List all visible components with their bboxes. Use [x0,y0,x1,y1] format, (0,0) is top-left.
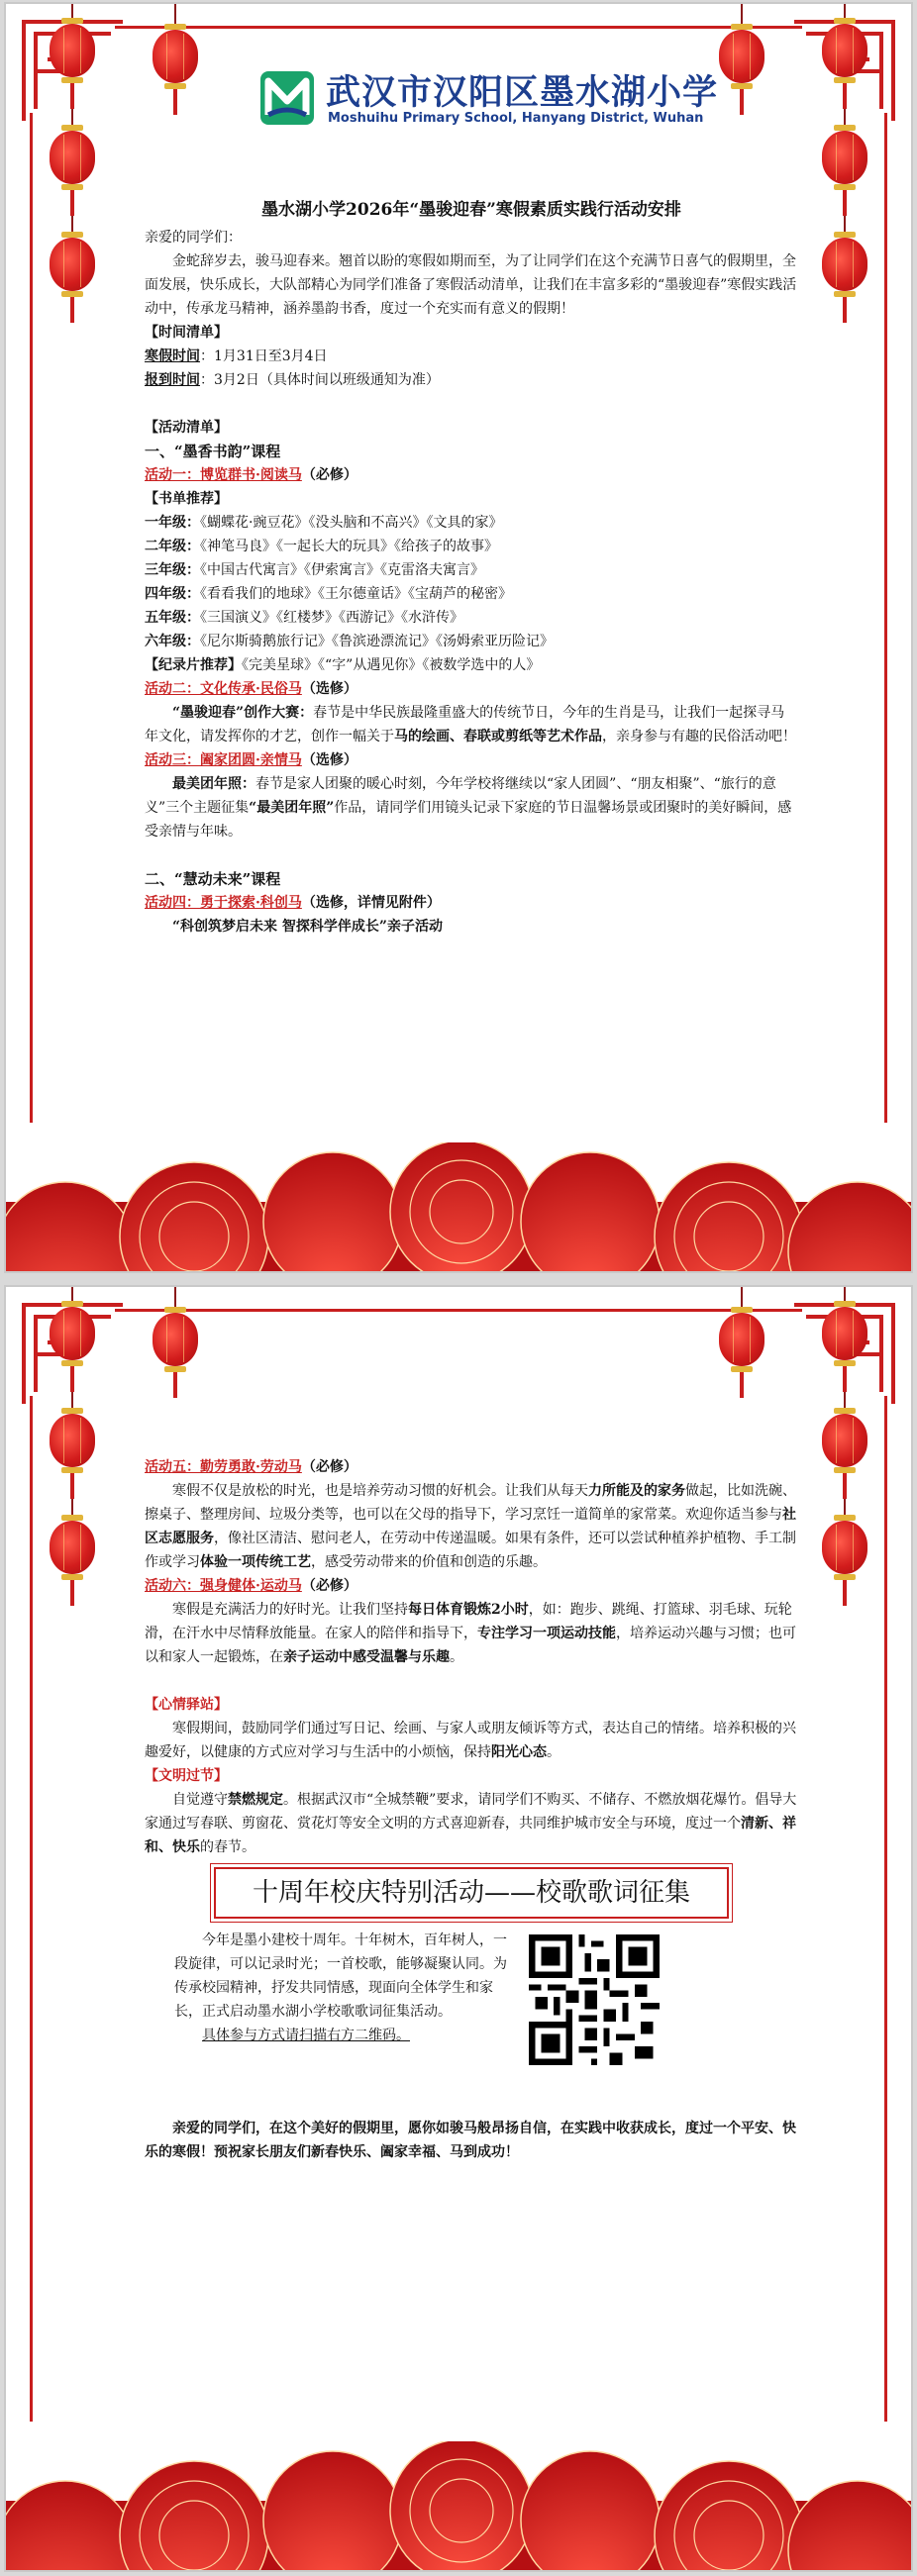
holiday-time: 寒假时间：1月31日至3月4日 [145,348,328,364]
school-name-en: Moshuihu Primary School, Hanyang District, Wuhan [328,111,704,126]
song-link[interactable]: 具体参与方式请扫描右方二维码。 [202,2028,410,2043]
civil-desc: 自觉遵守禁燃规定。根据武汉市“全城禁鞭”要求，请同学们不购买、不储存、不燃放烟花爆竹。倡导大家通过写春联、剪窗花、赏花灯等安全文明的方式喜迎新春，共同维护城市安全与环境，度过一个清新、祥和、快乐的春节。 [145,1792,797,1855]
page2-content [145,1455,798,2164]
school-name-cn: 武汉市汉阳区墨水湖小学 [326,73,719,113]
closing-paragraph: 亲爱的同学们，在这个美好的假期里，愿你如骏马般昂扬自信，在实践中收获成长，度过一个平安、快乐的寒假！预祝家长朋友们新春快乐、阖家幸福、马到成功！ [145,2121,796,2160]
activity-3: 活动三：阖家团圆·亲情马（选修） [145,752,357,768]
frame-line-right [884,113,887,1123]
books-heading: 【书单推荐】 [145,491,228,507]
lantern-icon [50,1287,95,1606]
school-logo [258,65,724,135]
mind-desc: 寒假期间，鼓励同学们通过写日记、绘画、与家人或朋友倾诉等方式，表达自己的情绪。培养积极的兴趣爱好，以健康的方式应对学习与生活中的小烦恼，保持阳光心态。 [145,1721,796,1760]
greeting: 亲爱的同学们： [145,230,242,246]
book-row: 四年级：《看看我们的地球》《王尔德童话》《宝葫芦的秘密》 [145,586,512,602]
poster-page-2 [4,1285,913,2572]
lantern-icon [50,4,95,323]
activity-4-subtitle: “科创筑梦启未来 智探科学伴成长”亲子活动 [172,919,443,935]
activity-5-desc: 寒假不仅是放松的时光，也是培养劳动习惯的好机会。让我们从每天力所能及的家务做起，比如洗碗、擦桌子、整理房间、垃圾分类等，也可以在父母的指导下，学习烹饪一道简单的家常菜。欢迎你适当参与社区志愿服务，像社区清洁、慰问老人，在劳动中传递温暖。如果有条件，还可以尝试种植养护植物、手工制作或学习体验一项传统工艺，感受劳动带来的价值和创造的乐趣。 [145,1483,796,1570]
wave-pattern-footer [6,1142,913,1271]
activity-6: 活动六：强身健体·运动马（必修） [145,1578,357,1594]
song-collection-text [174,1929,511,2047]
documentary-row: 【纪录片推荐】《完美星球》《“字”从遇见你》《被数学选中的人》 [145,657,541,673]
intro-paragraph: 金蛇辞岁去，骏马迎春来。翘首以盼的寒假如期而至，为了让同学们在这个充满节日喜气的假期里，全面发展，快乐成长，大队部精心为同学们准备了寒假活动清单，让我们在丰富多彩的“墨骏迎春”寒假实践活动中，传承龙马精神，涵养墨韵书香，度过一个充实而有意义的假期！ [145,253,797,317]
activity-4: 活动四：勇于探索·科创马（选修，详情见附件） [145,895,441,911]
anniversary-banner: 十周年校庆特别活动——校歌歌词征集 [214,1867,729,1919]
school-emblem-icon [258,69,316,127]
civil-heading: 【文明过节】 [145,1768,228,1784]
activity-2-desc: “墨骏迎春”创作大赛：春节是中华民族最隆重盛大的传统节日，今年的生肖是马，让我们一起探寻马年文化，请发挥你的才艺，创作一幅关于马的绘画、春联或剪纸等艺术作品，亲身参与有趣的民俗活动吧！ [145,705,796,744]
frame-line-right [884,1396,887,2422]
mind-heading: 【心情驿站】 [145,1697,228,1713]
wave-pattern-footer [6,2441,913,2570]
book-row: 三年级：《中国古代寓言》《伊索寓言》《克雷洛夫寓言》 [145,562,484,578]
activity-6-desc: 寒假是充满活力的好时光。让我们坚持每日体育锻炼2小时，如：跑步、跳绳、打篮球、羽毛球、玩轮滑，在汗水中尽情释放能量。在家人的陪伴和指导下，专注学习一项运动技能，培养运动兴趣与习惯；也可以和家人一起锻炼，在亲子运动中感受温馨与乐趣。 [145,1602,796,1665]
page-title: 墨水湖小学2026年“墨骏迎春”寒假素质实践行活动安排 [261,200,681,220]
book-list [145,511,798,653]
activity-heading: 【活动清单】 [145,420,228,436]
lantern-icon [822,4,867,323]
lantern-icon [153,4,198,115]
frame-line-left [30,1396,33,2422]
report-time: 报到时间：3月2日（具体时间以班级通知为准） [145,372,440,388]
lantern-icon [822,1287,867,1606]
frame-line-top [115,1309,802,1312]
page1-content [145,198,798,939]
activity-3-desc: 最美团年照：春节是家人团聚的暖心时刻，今年学校将继续以“家人团圆”、“朋友相聚”、“旅行的意义”三个主题征集“最美团年照”作品，请同学们用镜头记录下家庭的节日温馨场景或团聚时的美好瞬间，感受亲情与年味。 [145,776,792,840]
song-intro: 今年是墨小建校十周年。十年树木，百年树人，一段旋律，可以记录时光；一首校歌，能够凝聚认同。为传承校园精神，抒发共同情感，现面向全体学生和家长，正式启动墨水湖小学校歌歌词征集活动。 [174,1932,507,2020]
poster-page-1 [4,2,913,1273]
lantern-icon [719,1287,764,1398]
book-row: 一年级：《蝴蝶花·豌豆花》《没头脑和不高兴》《文具的家》 [145,515,503,531]
book-row: 二年级：《神笔马良》《一起长大的玩具》《给孩子的故事》 [145,539,498,554]
qr-code-icon[interactable] [529,1934,660,2065]
time-heading: 【时间清单】 [145,325,228,341]
section-1-heading: 一、“墨香书韵”课程 [145,443,281,460]
section-2-heading: 二、“慧动未来”课程 [145,870,281,888]
frame-line-top [115,26,802,29]
book-row: 五年级：《三国演义》《红楼梦》《西游记》《水浒传》 [145,610,463,626]
activity-5: 活动五：勤劳勇敢·劳动马（必修） [145,1459,357,1475]
lantern-icon [719,4,764,115]
book-row: 六年级：《尼尔斯骑鹅旅行记》《鲁滨逊漂流记》《汤姆索亚历险记》 [145,634,554,649]
activity-1: 活动一：博览群书·阅读马（必修） [145,467,357,483]
activity-2: 活动二：文化传承·民俗马（选修） [145,681,357,697]
frame-line-left [30,113,33,1123]
lantern-icon [153,1287,198,1398]
song-collection-block [145,1929,798,2117]
